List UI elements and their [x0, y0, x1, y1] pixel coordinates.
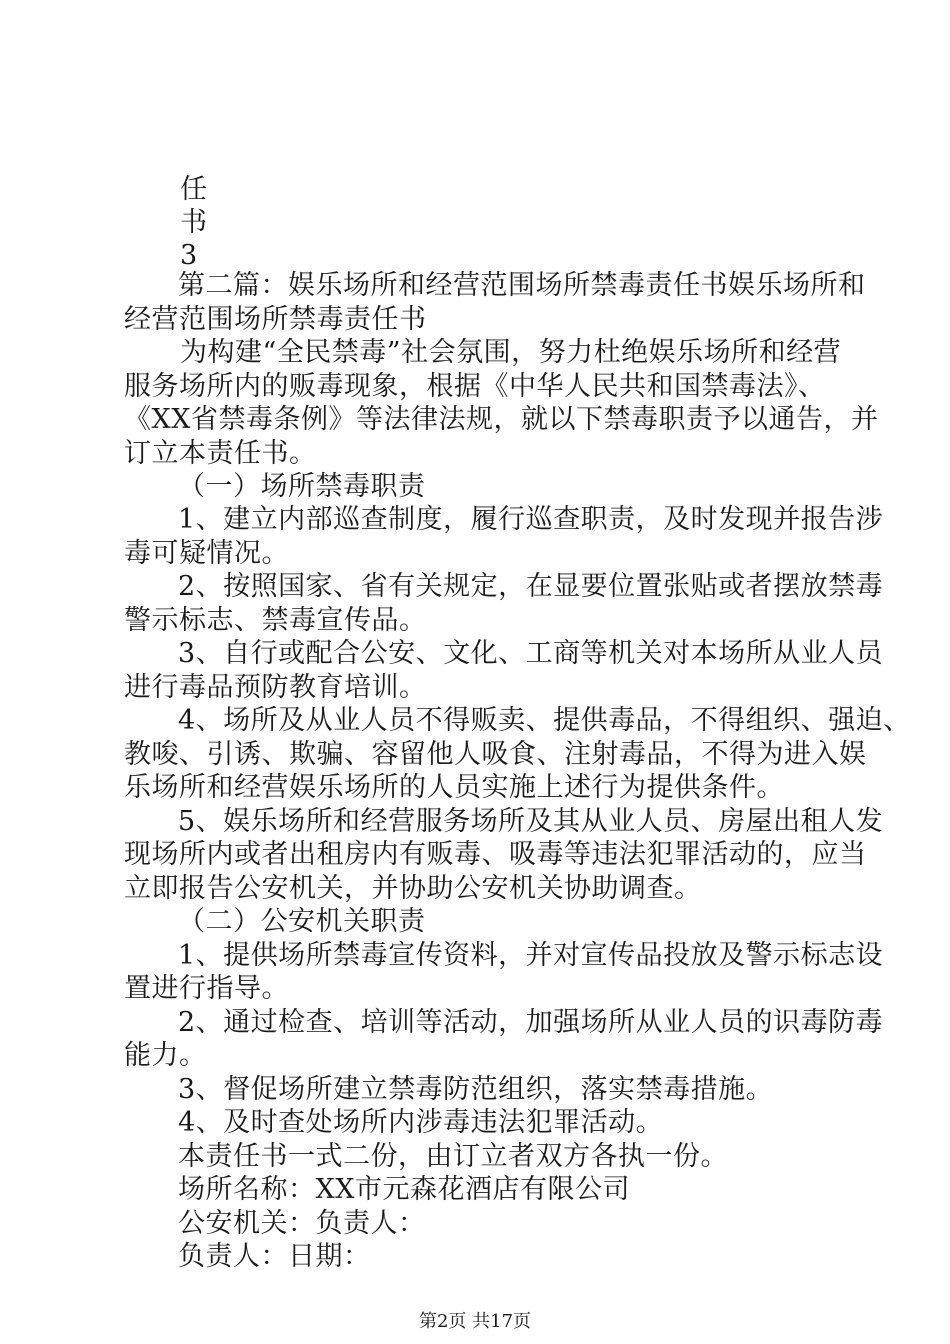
- date-signature-field: 负责人：日期：: [178, 1241, 371, 1272]
- text-line: 任: [180, 174, 208, 205]
- venue-name-field: 场所名称：XX市元森花酒店有限公司: [178, 1174, 630, 1205]
- chapter-heading-continued: 经营范围场所禁毒责任书: [124, 304, 427, 335]
- police-signature-field: 公安机关：负责人：: [178, 1208, 426, 1239]
- list-item: 4、场所及从业人员不得贩卖、提供毒品，不得组织、强迫、: [178, 705, 911, 736]
- text-line: 书: [180, 207, 208, 238]
- list-item-continued: 乐场所和经营娱乐场所的人员实施上述行为提供条件。: [124, 772, 784, 803]
- list-item: 2、按照国家、省有关规定，在显要位置张贴或者摆放禁毒: [178, 571, 884, 602]
- list-item: 2、通过检查、培训等活动，加强场所从业人员的识毒防毒: [178, 1007, 884, 1038]
- paragraph-line: 《XX省禁毒条例》等法律法规，就以下禁毒职责予以通告，并: [124, 404, 879, 435]
- section-heading: （一）场所禁毒职责: [178, 471, 426, 502]
- chapter-heading: 第二篇：娱乐场所和经营范围场所禁毒责任书娱乐场所和: [178, 270, 866, 301]
- list-item-continued: 置进行指导。: [124, 973, 289, 1004]
- paragraph-line: 服务场所内的贩毒现象，根据《中华人民共和国禁毒法》、: [124, 371, 826, 402]
- list-item: 5、娱乐场所和经营服务场所及其从业人员、房屋出租人发: [178, 806, 884, 837]
- section-heading: （二）公安机关职责: [178, 906, 426, 937]
- page-number: 第2页 共17页: [418, 1311, 532, 1332]
- list-item-continued: 警示标志、禁毒宣传品。: [124, 605, 427, 636]
- list-item-continued: 能力。: [124, 1040, 207, 1071]
- text-line: 3: [180, 240, 198, 271]
- list-item-continued: 进行毒品预防教育培训。: [124, 672, 427, 703]
- list-item-continued: 立即报告公安机关，并协助公安机关协助调查。: [124, 873, 702, 904]
- closing-statement: 本责任书一式二份，由订立者双方各执一份。: [178, 1141, 728, 1172]
- list-item: 3、督促场所建立禁毒防范组织，落实禁毒措施。: [178, 1074, 774, 1105]
- paragraph-line: 为构建“全民禁毒”社会氛围，努力杜绝娱乐场所和经营: [180, 337, 842, 368]
- list-item: 1、提供场所禁毒宣传资料，并对宣传品投放及警示标志设: [178, 940, 884, 971]
- list-item: 4、及时查处场所内涉毒违法犯罪活动。: [178, 1107, 664, 1138]
- list-item-continued: 教唆、引诱、欺骗、容留他人吸食、注射毒品，不得为进入娱: [124, 739, 867, 770]
- list-item: 3、自行或配合公安、文化、工商等机关对本场所从业人员: [178, 638, 884, 669]
- list-item-continued: 现场所内或者出租房内有贩毒、吸毒等违法犯罪活动的，应当: [124, 839, 867, 870]
- list-item: 1、建立内部巡查制度，履行巡查职责，及时发现并报告涉: [178, 504, 884, 535]
- paragraph-line: 订立本责任书。: [124, 438, 317, 469]
- list-item-continued: 毒可疑情况。: [124, 538, 289, 569]
